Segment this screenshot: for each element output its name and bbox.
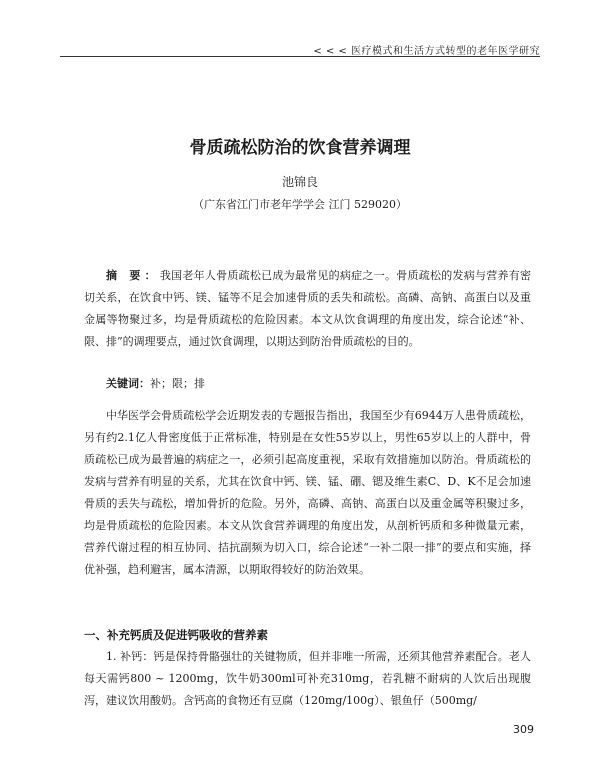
abstract-label: 摘 要： (106, 269, 160, 282)
intro-paragraph: 中华医学会骨质疏松学会近期发表的专题报告指出，我国至少有6944万人患骨质疏松，另有约2.1亿人骨密度低于正常标准，特别是在女性55岁以上，男性65岁以上的人群中，骨质疏松已成为最普遍的病症之一，必须引起高度重视，采取有效措施加以防治。骨质疏松的发病与营养有明显的关系，尤其在饮食中钙、镁、锰、硼、锶及维生素C、D、K不足会加速骨质的丢失与疏松，增加骨折的危险。另外，高磷、高钠、高蛋白以及重金属等积聚过多，均是骨质疏松的危险因素。本文从饮食营养调理的角度出发，从剖析钙质和多种微量元素，营养代谢过程的相互协同、拮抗副频为切入口，综合论述“一补二限一排”的要点和实施，择优补强，趋利避害，属本清源，以期取得较好的防治效果。 (84, 409, 531, 576)
body-paragraph: 1. 补钙：钙是保持骨骼强壮的关键物质，但并非唯一所需，还须其他营养素配合。老人每天需钙800 ~ 1200mg，饮牛奶300ml可补充310mg，若乳糖不耐病的人饮后出现腹泻，建议饮用酸奶。含钙高的食物还有豆腐（120mg/100g）、银鱼仔（500mg/ (84, 650, 531, 707)
keywords-label: 关键词： (106, 377, 150, 390)
abstract (84, 265, 531, 353)
header-rule (60, 56, 540, 57)
page-number: 309 (513, 723, 534, 736)
keywords-text: 补；限；排 (150, 377, 205, 390)
running-head: < < < 医疗模式和生活方式转型的老年医学研究 (313, 46, 540, 57)
section-heading: 一、补充钙质及促进钙吸收的营养素 (84, 628, 268, 642)
article-title: 骨质疏松防治的饮食营养调理 (189, 138, 411, 158)
author-affiliation: （广东省江门市老年学学会 江门 529020） (193, 198, 407, 211)
keywords (106, 375, 536, 391)
abstract-text: 我国老年人骨质疏松已成为最常见的病症之一。骨质疏松的发病与营养有密切关系，在饮食中钙、镁、锰等不足会加速骨质的丢失和疏松。高磷、高钠、高蛋白以及重金属等物聚过多，均是骨质疏松的危险因素。本文从饮食调理的角度出发，综合论述“补、限、排”的调理要点，通过饮食调理，以期达到防治骨质疏松的目的。 (84, 269, 531, 348)
author-name: 池锦良 (281, 175, 318, 189)
